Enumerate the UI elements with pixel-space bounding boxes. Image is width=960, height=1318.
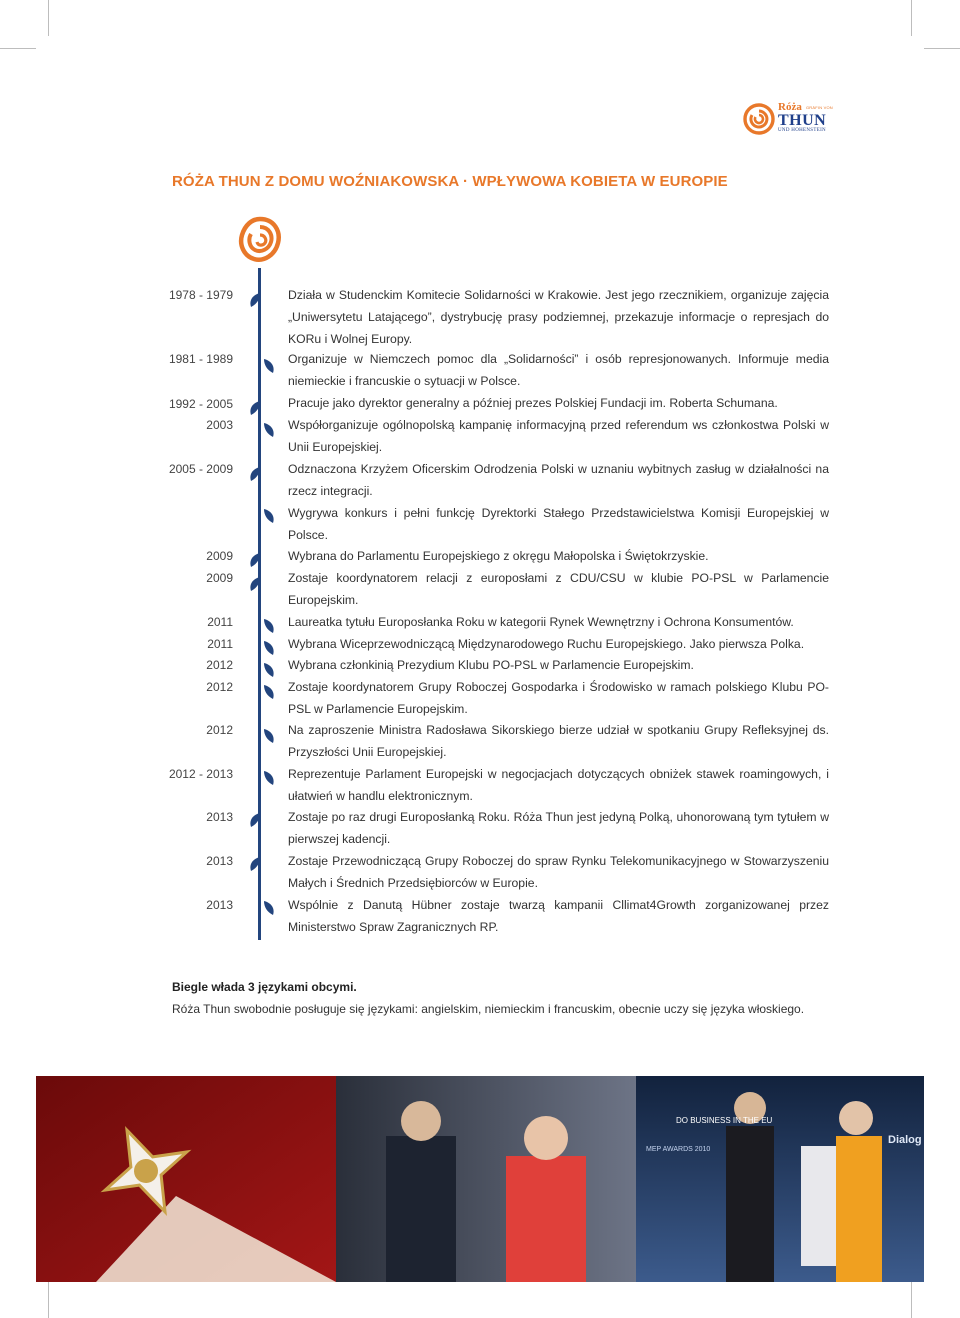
leaf-icon: [262, 508, 276, 524]
timeline-stem: [258, 268, 261, 940]
timeline-description: Wygrywa konkurs i pełni funkcję Dyrektorki Stałego Przedstawicielstwa Komisji Europejskiej w Polsce.: [288, 506, 829, 542]
logo-subtitle: UND HOHENSTEIN: [778, 128, 826, 133]
timeline-description: Wspólnie z Danutą Hübner zostaje twarzą kampanii Cllimat4Growth zorganizowanej przez Ministerstwo Spraw Zagranicznych RP.: [288, 898, 829, 934]
leaf-icon: [248, 552, 262, 568]
timeline-description: Zostaje Przewodniczącą Grupy Roboczej do spraw Rynku Telekomunikacyjnego w Stowarzyszeniu Małych i Średnich Przedsiębiorców w Europie.: [288, 854, 829, 890]
leaf-icon: [248, 400, 262, 416]
leaf-icon: [262, 662, 276, 678]
timeline-description: Reprezentuje Parlament Europejski w negocjacjach dotyczących obniżek stawek roamingowych, i ułatwień w handlu elektronicznym.: [288, 767, 829, 803]
logo-first-name: Róża: [778, 101, 802, 113]
logo-small-text: GRÄFIN VON: [806, 105, 833, 110]
timeline-description: Organizuje w Niemczech pomoc dla „Solidarności” i osób represjonowanych. Informuje media niemieckie i francuskie o sytuacji w Polsce.: [288, 352, 829, 388]
timeline-description: Na zaproszenie Ministra Radosława Sikorskiego bierze udział w spotkaniu Grupy Refleksyjnej ds. Przyszłości Unii Europejskiej.: [288, 723, 829, 759]
timeline-year: 2009: [206, 549, 233, 563]
page-title: RÓŻA THUN Z DOMU WOŹNIAKOWSKA · WPŁYWOWA KOBIETA W EUROPIE: [172, 173, 728, 190]
leaf-icon: [248, 466, 262, 482]
photo-text-business: DO BUSINESS IN THE EU: [676, 1116, 773, 1125]
timeline-year: 2012 - 2013: [168, 767, 233, 781]
leaf-icon: [262, 640, 276, 656]
leaf-icon: [262, 684, 276, 700]
timeline-year: 1981 - 1989: [168, 352, 233, 366]
leaf-icon: [248, 812, 262, 828]
leaf-icon: [248, 856, 262, 872]
leaf-icon: [262, 900, 276, 916]
photo-text-awards: MEP AWARDS 2010: [646, 1146, 711, 1153]
leaf-icon: [248, 576, 262, 592]
timeline-year: 1992 - 2005: [168, 397, 233, 411]
timeline-year: 2011: [207, 637, 233, 651]
logo-last-name: THUN: [778, 112, 827, 129]
timeline-description: Zostaje koordynatorem Grupy Roboczej Gospodarka i Środowisko w ramach polskiego Klubu PO-PSL w Parlamencie Europejskim.: [288, 680, 829, 716]
timeline-year: 1978 - 1979: [168, 288, 233, 302]
timeline-year: 2013: [206, 810, 233, 824]
crop-mark: [0, 48, 36, 49]
leaf-icon: [262, 358, 276, 374]
timeline-description: Wybrana do Parlamentu Europejskiego z okręgu Małopolska i Świętokrzyskie.: [288, 549, 709, 563]
crop-mark: [911, 0, 912, 36]
leaf-icon: [262, 618, 276, 634]
timeline-description: Pracuje jako dyrektor generalny a później prezes Polskiej Fundacji im. Roberta Schumana.: [288, 396, 778, 410]
leaf-icon: [262, 422, 276, 438]
leaf-icon: [262, 728, 276, 744]
photo-collage: [36, 1076, 924, 1282]
timeline-description: Wybrana Wiceprzewodniczącą Międzynarodowego Ruchu Europejskiego. Jako pierwsza Polka.: [288, 637, 805, 651]
crop-mark: [924, 48, 960, 49]
timeline-description: Zostaje po raz drugi Europosłanką Roku. Róża Thun jest jedyną Polką, uhonorowaną tym tytułem w pierwszej kadencji.: [288, 810, 829, 846]
timeline-description: Współorganizuje ogólnopolską kampanię informacyjną przed referendum ws członkostwa Polski w Unii Europejskiej.: [288, 418, 829, 454]
timeline-year: 2013: [206, 898, 233, 912]
crop-mark: [48, 1282, 49, 1318]
timeline-year: 2009: [206, 571, 233, 585]
timeline-year: 2012: [206, 723, 233, 737]
timeline-description: Laureatka tytułu Europosłanka Roku w kategorii Rynek Wewnętrzny i Ochrona Konsumentów.: [288, 615, 794, 629]
rose-flower-icon: [236, 215, 284, 267]
leaf-icon: [248, 292, 262, 308]
brand-logo: [742, 102, 834, 138]
languages-title: Biegle włada 3 językami obcymi.: [172, 980, 357, 994]
timeline-year: 2012: [206, 680, 233, 694]
photo-text-dialog: Dialog: [888, 1134, 922, 1146]
crop-mark: [911, 1282, 912, 1318]
timeline-description: Odznaczona Krzyżem Oficerskim Odrodzenia Polski w uznaniu wybitnych zasług w działalności na rzecz integracji.: [288, 462, 829, 498]
languages-text: Róża Thun swobodnie posługuje się językami: angielskim, niemieckim i francuskim, obecnie uczy się języka włoskiego.: [172, 1002, 805, 1016]
timeline-year: 2005 - 2009: [168, 462, 233, 476]
timeline-description: Działa w Studenckim Komitecie Solidarności w Krakowie. Jest jego rzecznikiem, organizuje zajęcia „Uniwersytetu Latającego”, dystrybucję prasy podziemnej, przekazuje informacje o represjach do KORu i Wolnej Europy.: [288, 288, 829, 346]
rose-logo-icon: [742, 102, 776, 136]
crop-mark: [48, 0, 49, 36]
timeline-year: 2013: [206, 854, 233, 868]
timeline-year: 2012: [206, 658, 233, 672]
timeline-description: Wybrana członkinią Prezydium Klubu PO-PSL w Parlamencie Europejskim.: [288, 658, 694, 672]
photo-banner: [36, 1076, 924, 1282]
timeline-year: 2011: [207, 615, 233, 629]
leaf-icon: [262, 770, 276, 786]
timeline-year: 2003: [206, 418, 233, 432]
timeline-description: Zostaje koordynatorem relacji z europosłami z CDU/CSU w klubie PO-PSL w Parlamencie Europejskim.: [288, 571, 829, 607]
